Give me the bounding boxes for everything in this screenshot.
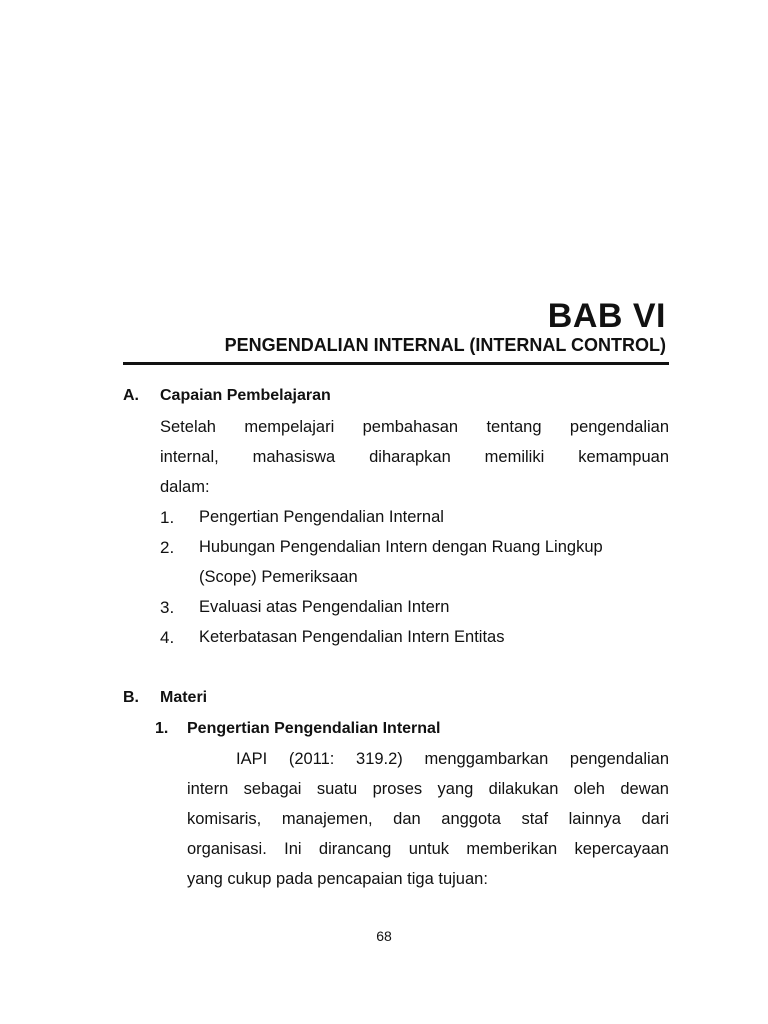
chapter-title: PENGENDALIAN INTERNAL (INTERNAL CONTROL) — [224, 335, 666, 355]
body-line-5: yang cukup pada pencapaian tiga tujuan: — [187, 870, 488, 888]
section-a-intro-line-2: internal, mahasiswa diharapkan memiliki kemampuan — [160, 448, 669, 466]
list-item-number: 3. — [160, 598, 175, 617]
list-item: Hubungan Pengendalian Intern dengan Ruang Lingkup — [199, 538, 603, 556]
body-line-4: organisasi. Ini dirancang untuk memberikan kepercayaan — [187, 840, 669, 858]
page-number: 68 — [376, 928, 392, 944]
list-item-number: 2. — [160, 538, 175, 557]
chapter-number: BAB VI — [547, 297, 666, 335]
section-a-title: Capaian Pembelajaran — [160, 387, 331, 404]
body-line-2: intern sebagai suatu proses yang dilakukan oleh dewan — [187, 780, 669, 798]
list-item: Evaluasi atas Pengendalian Intern — [199, 598, 450, 616]
section-a-letter: A. — [123, 387, 139, 404]
body-line-3: komisaris, manajemen, dan anggota staf lainnya dari — [187, 810, 669, 828]
list-item-continuation: (Scope) Pemeriksaan — [199, 568, 358, 586]
list-item: Keterbatasan Pengendalian Intern Entitas — [199, 628, 505, 646]
subsection-title: Pengertian Pengendalian Internal — [187, 720, 441, 737]
section-a-intro-line-3: dalam: — [160, 478, 210, 496]
section-b-letter: B. — [123, 689, 139, 706]
list-item: Pengertian Pengendalian Internal — [199, 508, 444, 526]
subsection-number: 1. — [155, 720, 169, 737]
list-item-number: 4. — [160, 628, 175, 647]
header-divider — [123, 362, 669, 365]
list-item-number: 1. — [160, 508, 175, 527]
body-line-1: IAPI (2011: 319.2) menggambarkan pengendalian — [236, 750, 669, 768]
section-b-title: Materi — [160, 689, 208, 706]
section-a-intro-line-1: Setelah mempelajari pembahasan tentang pengendalian — [160, 418, 669, 436]
